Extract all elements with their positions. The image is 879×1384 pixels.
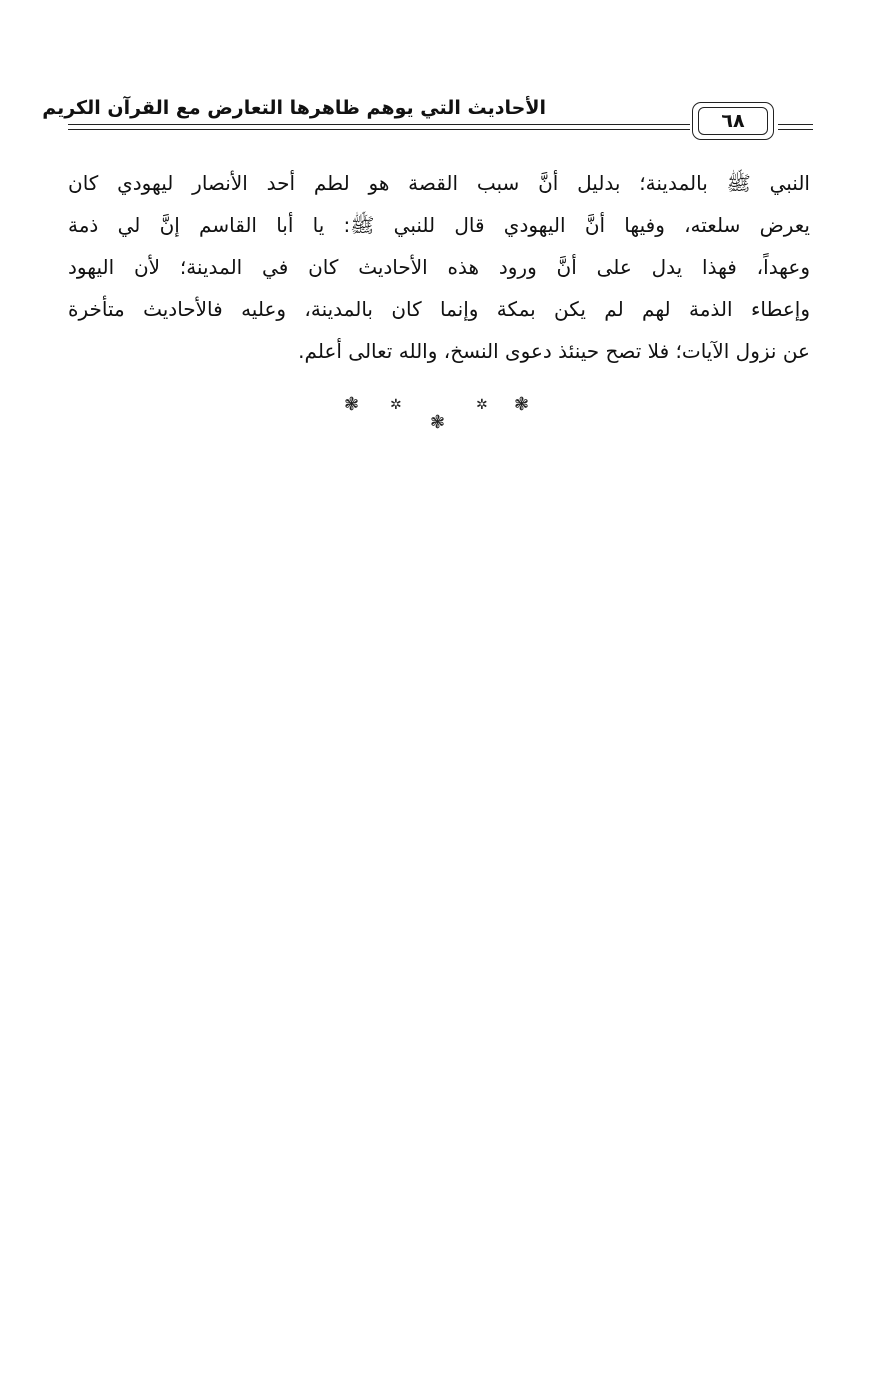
text-line-2: يعرض سلعته، وفيها أنَّ اليهودي قال للنبي ﷺ: يا أبا القاسم إنَّ لي ذمة — [68, 213, 810, 237]
ornament-star-icon: ❃ — [344, 394, 360, 415]
page-number-frame — [692, 102, 774, 140]
book-title: الأحاديث التي يوهم ظاهرها التعارض مع القرآن الكريم — [42, 97, 546, 119]
text-line-5: عن نزول الآيات؛ فلا تصح حينئذ دعوى النسخ، والله تعالى أعلم. — [298, 339, 810, 363]
ornament-star-icon: ✲ — [476, 397, 488, 413]
text-line-3: وعهداً، فهذا يدل على أنَّ ورود هذه الأحاديث كان في المدينة؛ لأن اليهود — [68, 255, 810, 279]
page-number: ٦٨ — [698, 107, 768, 135]
ornament-star-icon: ❃ — [514, 394, 530, 415]
header-rule-top — [68, 124, 690, 125]
header-rule-bottom — [68, 129, 690, 130]
text-line-1: النبي ﷺ بالمدينة؛ بدليل أنَّ سبب القصة هو لطم أحد الأنصار ليهودي كان — [68, 171, 810, 195]
ornament-star-icon: ❃ — [430, 412, 446, 433]
header-rule-right-top — [778, 124, 813, 125]
text-line-4: وإعطاء الذمة لهم لم يكن بمكة وإنما كان بالمدينة، وعليه فالأحاديث متأخرة — [68, 297, 810, 321]
section-separator — [330, 392, 550, 442]
header-rule-right-bottom — [778, 129, 813, 130]
running-header — [42, 92, 813, 142]
ornament-star-icon: ✲ — [390, 397, 402, 413]
body-paragraph — [68, 162, 810, 372]
